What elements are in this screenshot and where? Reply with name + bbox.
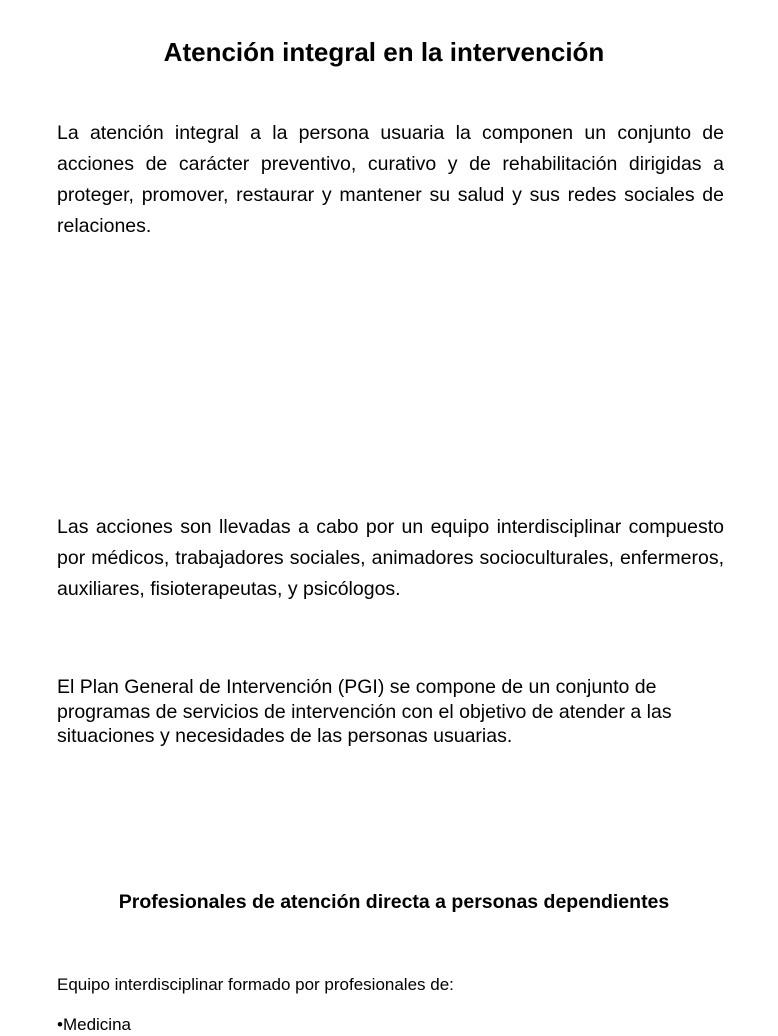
- paragraph-integral-care: La atención integral a la persona usuaria la componen un conjunto de acciones de carácter preventivo, curativo y de rehabilitación dirigidas a proteger, promover, restaurar y mantener su salud y sus redes sociales de relaciones.: [57, 122, 724, 237]
- professionals-list: [57, 1014, 131, 1036]
- page-title: Atención integral en la intervención: [163, 37, 605, 67]
- list-item: •Medicina: [57, 1015, 131, 1034]
- paragraph-interdisciplinary-team: Las acciones son llevadas a cabo por un equipo interdisciplinar compuesto por médicos, trabajadores sociales, animadores socioculturales, enfermeros, auxiliares, fisioterapeutas, y psicólogos.: [57, 516, 724, 600]
- section-subtitle: Profesionales de atención directa a personas dependientes: [118, 891, 670, 913]
- paragraph-pgi: El Plan General de Intervención (PGI) se compone de un conjunto de programas de servicios de intervención con el objetivo de atender a las situaciones y necesidades de las personas usuarias.: [57, 676, 672, 747]
- team-intro-text: Equipo interdisciplinar formado por profesionales de:: [57, 975, 454, 994]
